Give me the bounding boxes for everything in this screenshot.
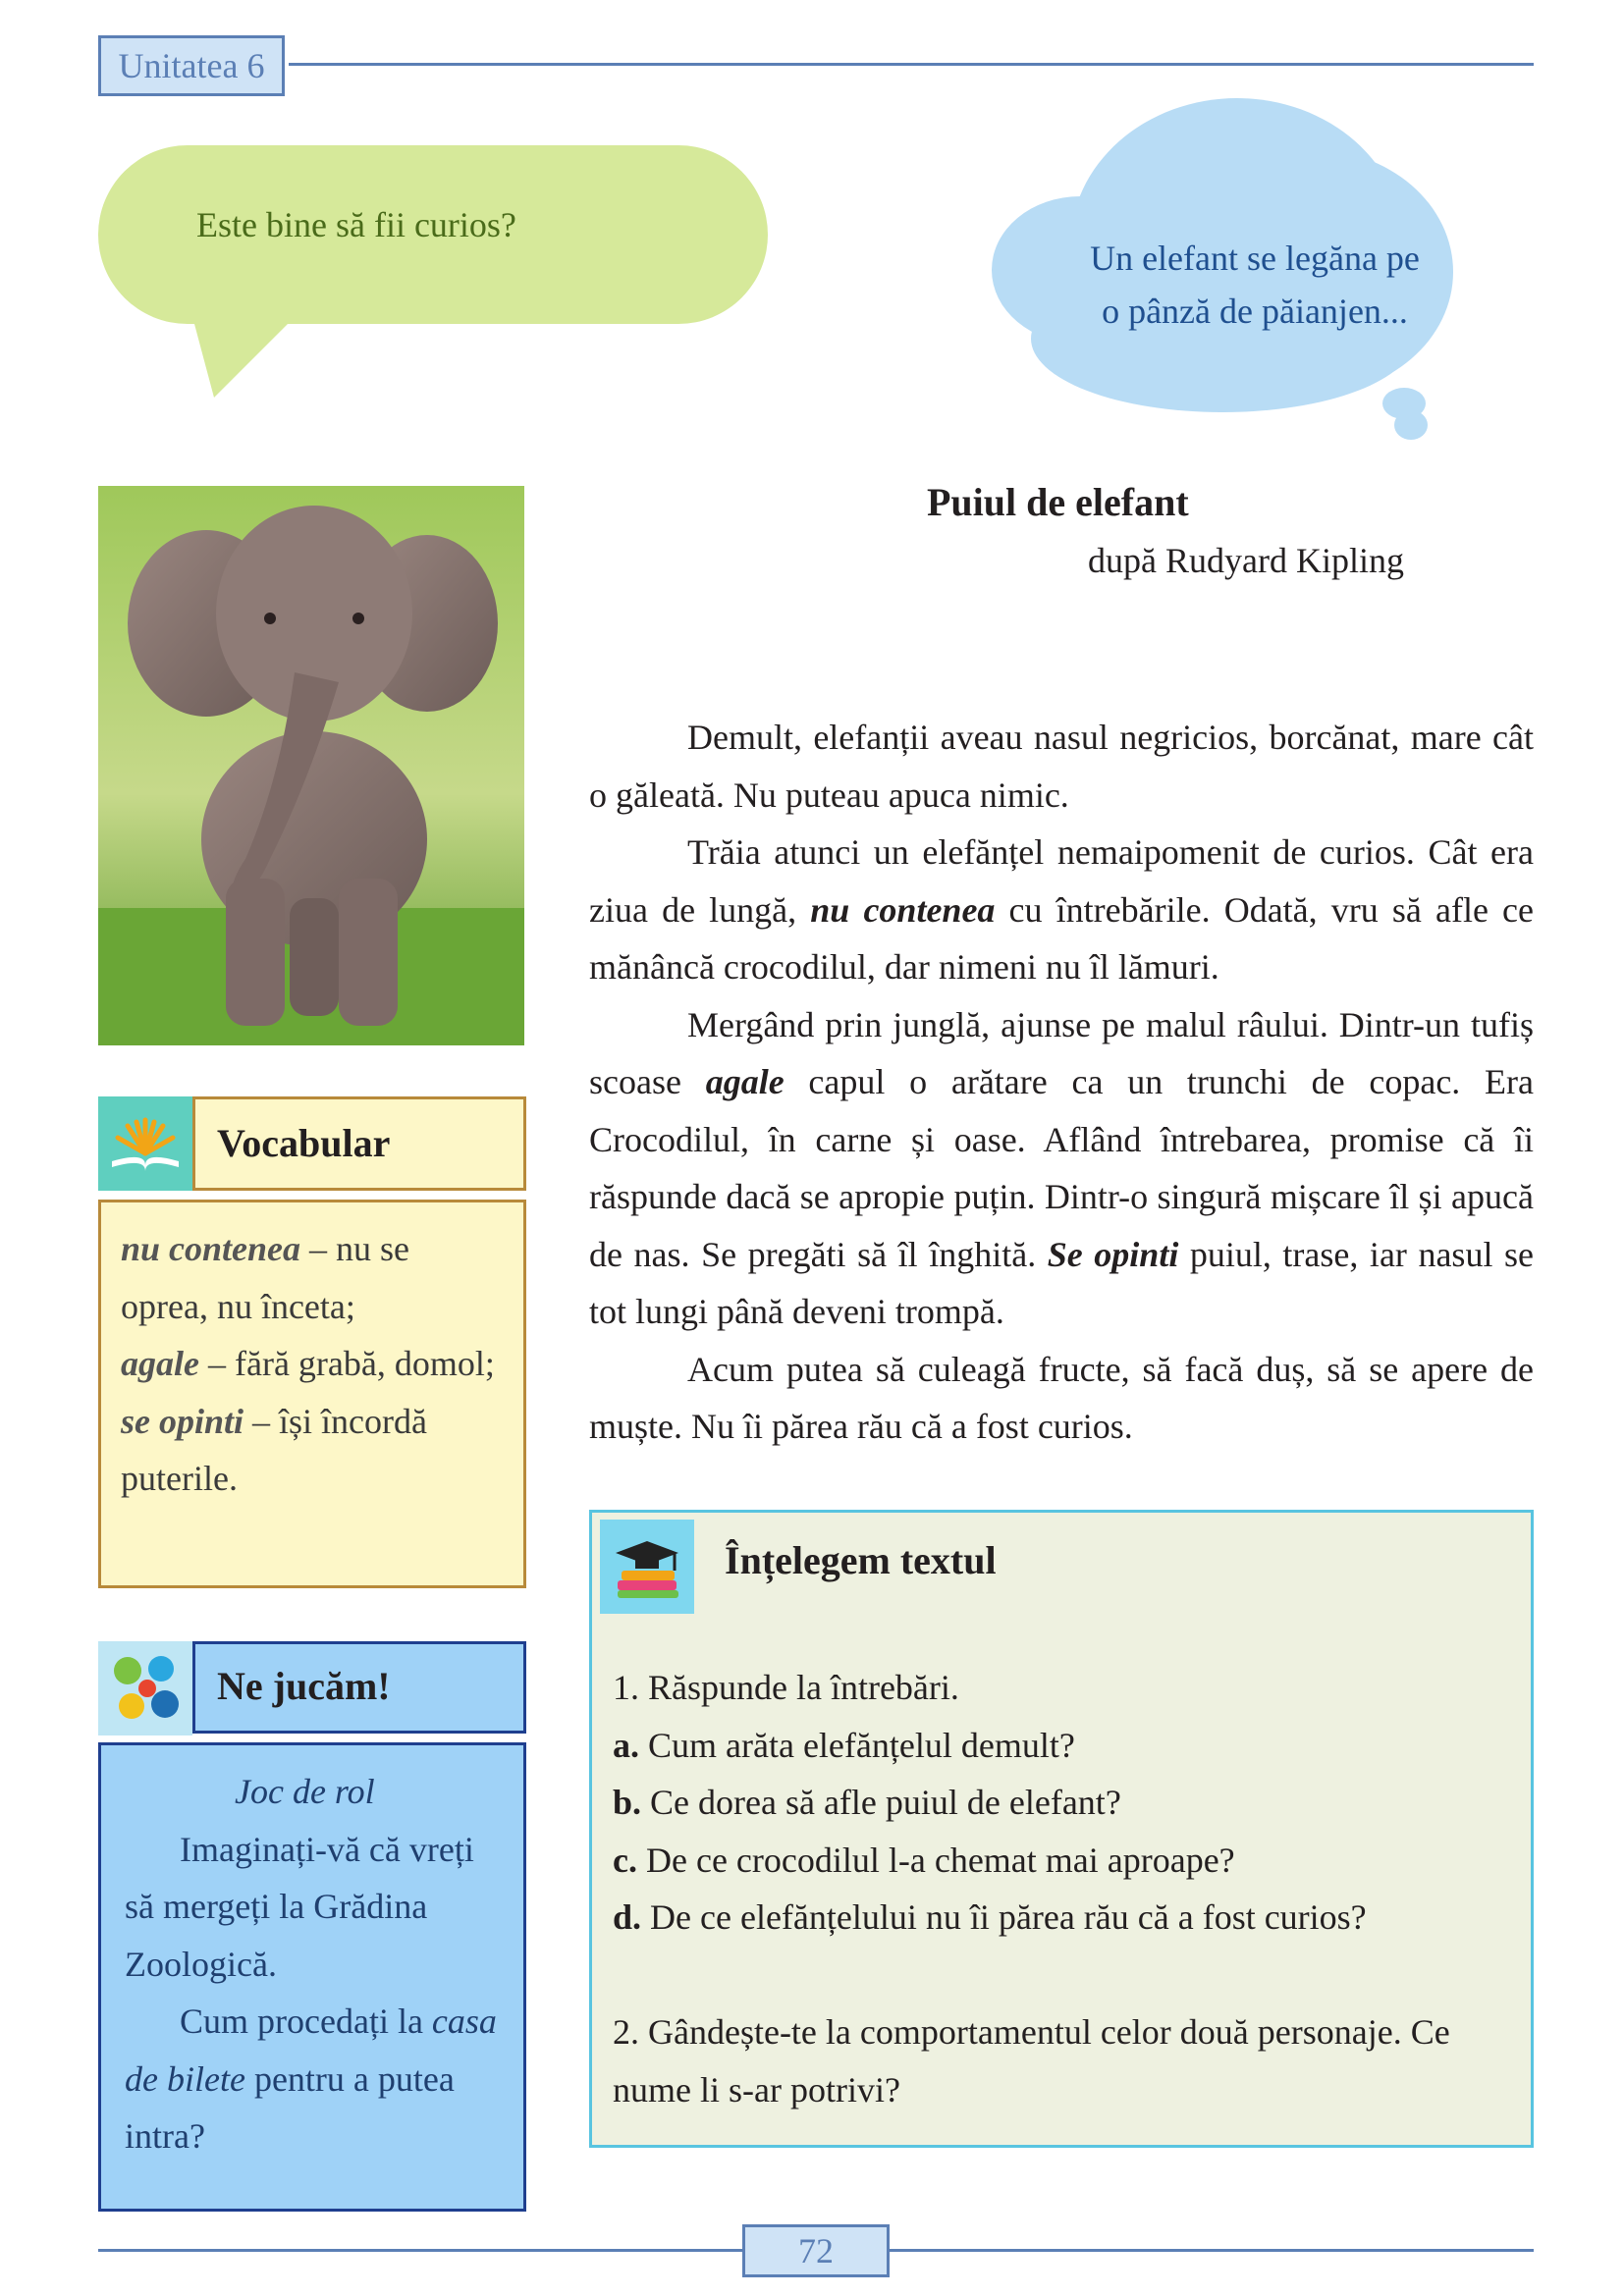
question-1d	[613, 1889, 1516, 1947]
header-divider	[289, 63, 1534, 66]
vocab-entry-3	[121, 1393, 504, 1508]
question-1a	[613, 1717, 1516, 1775]
hands-icon	[98, 1641, 192, 1735]
question-1b	[613, 1774, 1516, 1832]
question-text: Ce dorea să afle puiul de elefant?	[641, 1783, 1121, 1822]
thought-line-1: Un elefant se legăna pe	[1090, 239, 1420, 278]
speech-bubble-text: Este bine să fii curios?	[196, 205, 516, 244]
question-letter: b.	[613, 1783, 642, 1822]
vocab-entry-2	[121, 1335, 504, 1393]
story-p3-text-c: puiul, trase, iar nasul se tot lungi până deveni trompă.	[589, 1234, 1534, 1331]
comprehension-heading: Înțelegem textul	[725, 1538, 997, 1582]
question-text: De ce crocodilul l-a chemat mai aproape?	[636, 1840, 1235, 1880]
story-term-agale: agale	[705, 1062, 785, 1101]
story-term-nu-contenea: nu contenea	[810, 889, 996, 930]
game-p2-text-a: Cum procedați la	[180, 2002, 432, 2041]
game-subtitle: Joc de rol	[235, 1772, 375, 1811]
game-p2-italic: casa de bilete	[125, 2002, 497, 2099]
question-1: 1. Răspunde la întrebări.	[613, 1668, 959, 1707]
vocab-definition: – fără grabă, domol;	[198, 1344, 495, 1383]
question-spacer	[613, 1947, 1516, 2004]
question-1c	[613, 1832, 1516, 1890]
story-p3-text-a: Mergând prin junglă, ajunse pe malul râului. Dintr-un tufiș scoase	[589, 1004, 1534, 1101]
story-p2-text-a: Trăia atunci un elefănțel nemaipomenit de curios. Cât era ziua de lungă,	[589, 832, 1534, 930]
page-number: 72	[742, 2224, 890, 2277]
story-text	[589, 709, 1534, 1456]
vocab-definition: – își încordă puterile.	[121, 1401, 427, 1498]
vocab-term: nu contenea	[121, 1229, 301, 1268]
story-paragraph-3	[589, 996, 1534, 1341]
story-title: Puiul de elefant	[927, 480, 1189, 524]
vocabulary-heading: Vocabular	[192, 1096, 526, 1191]
open-book-icon	[98, 1096, 192, 1191]
story-p3-text-b: capul o arătare ca un trunchi de copac. Era Crocodilul, în carne și oase. Aflând întrebarea, promise că îi răspunde dacă se apropie puțin. Dintr-o singură mișcare îl și apucă de nas. Se pregăti să îl înghită.	[589, 1062, 1534, 1274]
vocab-entry-1	[121, 1220, 504, 1335]
question-2-line-1: 2. Gândește-te la comportamentul celor două personaje. Ce	[613, 2012, 1450, 2052]
story-paragraph-1: Demult, elefanții aveau nasul negricios, borcănat, mare cât o găleată. Nu puteau apuca nimic.	[589, 718, 1534, 815]
elephant-photo	[98, 486, 524, 1045]
vocabulary-box	[98, 1200, 526, 1588]
story-p2-text-b: cu întrebările. Odată, vru să afle ce mănâncă crocodilul, dar nimeni nu îl lămuri.	[589, 889, 1534, 987]
game-paragraph-2	[125, 1993, 500, 2165]
graduation-cap-books-icon	[600, 1520, 694, 1614]
game-heading: Ne jucăm!	[192, 1641, 526, 1734]
vocab-definition: – nu se oprea, nu înceta;	[121, 1229, 410, 1326]
question-text: De ce elefănțelului nu îi părea rău că a fost curios?	[641, 1897, 1367, 1937]
story-author: după Rudyard Kipling	[1088, 541, 1404, 580]
question-letter: a.	[613, 1725, 639, 1765]
game-paragraph-1: Imaginați-vă că vreți să mergeți la Grădina Zoologică.	[125, 1829, 474, 1984]
unit-label: Unitatea 6	[98, 35, 285, 96]
story-paragraph-4: Acum putea să culeagă fructe, să facă duș, să se apere de muște. Nu îi părea rău că a fost curios.	[589, 1349, 1534, 1446]
question-letter: c.	[613, 1840, 637, 1880]
vocab-term: agale	[121, 1344, 199, 1383]
question-text: Cum arăta elefănțelul demult?	[639, 1725, 1075, 1765]
game-p2-text-b: pentru a putea intra?	[125, 2058, 455, 2156]
question-2-line-2: nume li s-ar potrivi?	[613, 2069, 900, 2109]
thought-cloud-text	[1009, 232, 1500, 338]
story-paragraph-2	[589, 824, 1534, 996]
question-letter: d.	[613, 1897, 642, 1937]
speech-bubble-tail	[187, 294, 317, 398]
story-term-se-opinti: Se opinti	[1047, 1234, 1179, 1274]
comprehension-questions	[613, 1659, 1516, 2118]
game-box	[98, 1742, 526, 2212]
thought-line-2: o pânză de păianjen...	[1102, 292, 1408, 331]
vocab-term: se opinti	[121, 1401, 244, 1441]
